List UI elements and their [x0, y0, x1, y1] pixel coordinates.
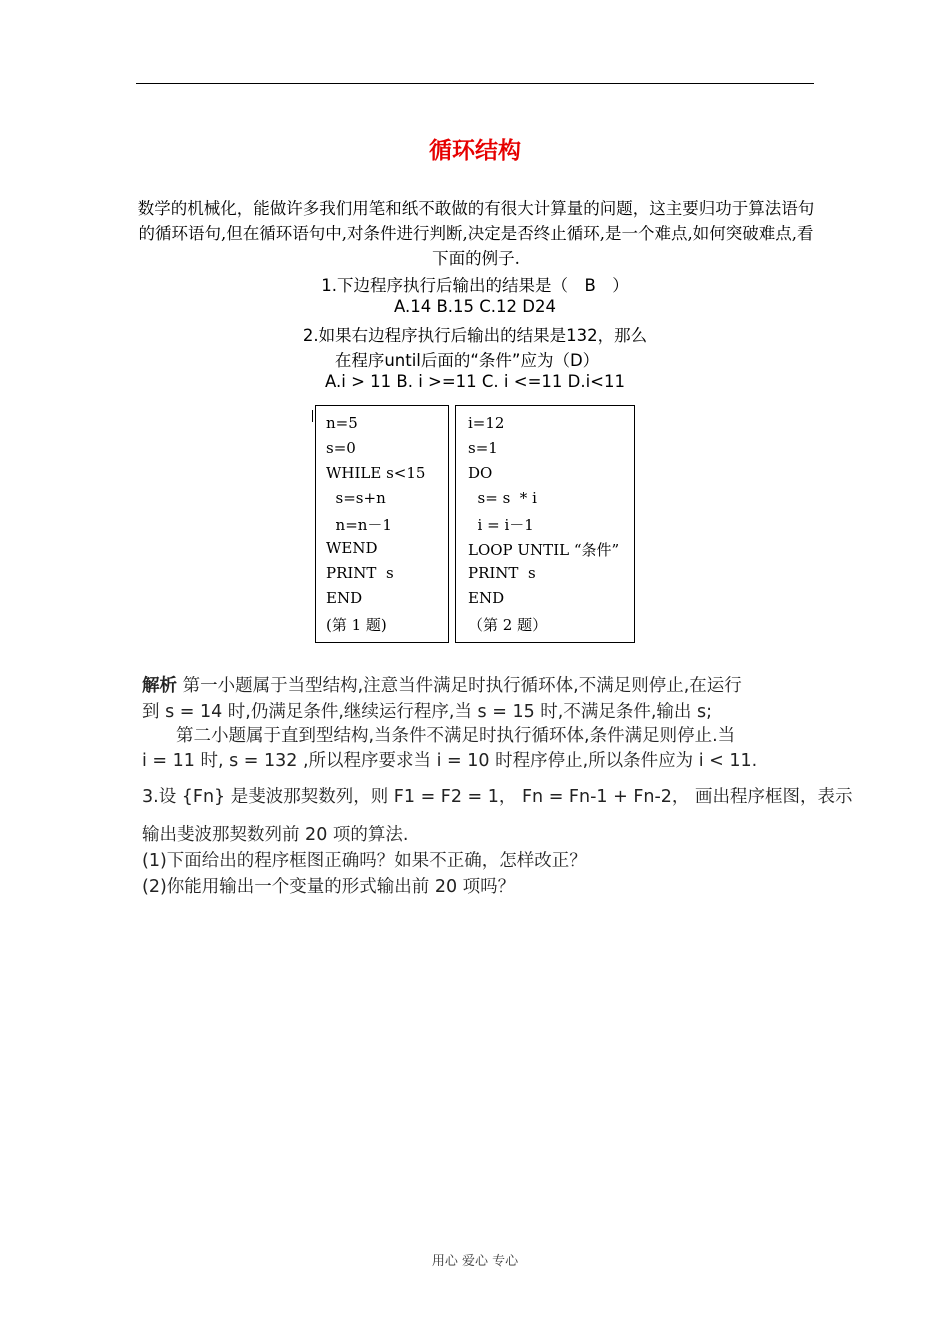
program-1-box [315, 405, 449, 643]
program-2-line: LOOP UNTIL “条件” [468, 541, 620, 559]
question-2-stem-line1: 2.如果右边程序执行后输出的结果是132，那么 [302, 326, 648, 345]
analysis-label: 解析 [142, 676, 177, 696]
analysis-line-2: 到 s = 14 时,仍满足条件,继续运行程序,当 s = 15 时,不满足条件,输出 s; [142, 702, 712, 722]
program-2-line: i = i－1 [468, 516, 534, 534]
analysis-line-3: 第二小题属于直到型结构,当条件不满足时执行循环体,条件满足则停止.当 [176, 726, 736, 746]
question-3-line2: 输出斐波那契数列前 20 项的算法. [142, 825, 409, 845]
program-1-line: n=n－1 [326, 516, 392, 534]
program-1-line: WHILE s<15 [326, 464, 426, 482]
question-3-line1: 3.设 {Fn} 是斐波那契数列，则 F1 = F2 = 1， Fn = Fn-1 + Fn-2， 画出程序框图，表示 [142, 787, 853, 807]
question-1-options: A.14 B.15 C.12 D24 [394, 297, 556, 316]
program-1-line: s=0 [326, 439, 356, 457]
program-1-caption: (第 1 题) [326, 616, 387, 634]
program-1-line: END [326, 589, 363, 607]
program-2-line: s=1 [468, 439, 498, 457]
program-2-line: END [468, 589, 505, 607]
analysis-text: 第一小题属于当型结构,注意当件满足时执行循环体,不满足则停止,在运行 [182, 676, 742, 696]
analysis-line-4: i = 11 时, s = 132 ,所以程序要求当 i = 10 时程序停止,所以条件应为 i < 11. [142, 751, 758, 771]
page-title: 循环结构 [429, 138, 521, 164]
box-tick-mark [312, 410, 313, 422]
page-footer: 用心 爱心 专心 [431, 1254, 519, 1269]
analysis-line-1 [142, 672, 812, 697]
program-1-line: s=s+n [326, 489, 386, 507]
program-1-line: PRINT s [326, 564, 394, 582]
question-3-sub2: (2)你能用输出一个变量的形式输出前 20 项吗？ [142, 877, 516, 897]
question-3-sub1: (1)下面给出的程序框图正确吗？如果不正确，怎样改正？ [142, 851, 587, 871]
question-2-stem-line2: 在程序until后面的“条件”应为（D） [334, 351, 600, 370]
program-1-line: WEND [326, 539, 378, 557]
header-rule [136, 83, 814, 84]
question-1-stem: 1.下边程序执行后输出的结果是（ B ） [321, 276, 629, 295]
program-2-caption: （第 2 题） [468, 616, 548, 634]
program-2-line: DO [468, 464, 493, 482]
program-2-box [455, 405, 635, 643]
question-2-options: A.i > 11 B. i >=11 C. i <=11 D.i<11 [325, 372, 625, 391]
program-1-line: n=5 [326, 414, 358, 432]
program-2-line: PRINT s [468, 564, 536, 582]
intro-paragraph: 数学的机械化，能做许多我们用笔和纸不敢做的有很大计算量的问题，这主要归功于算法语句的循环语句,但在循环语句中,对条件进行判断,决定是否终止循环,是一个难点,如何突破难点,看下面的例子. [137, 199, 815, 268]
program-2-line: s= s * i [468, 489, 537, 507]
program-2-line: i=12 [468, 414, 505, 432]
